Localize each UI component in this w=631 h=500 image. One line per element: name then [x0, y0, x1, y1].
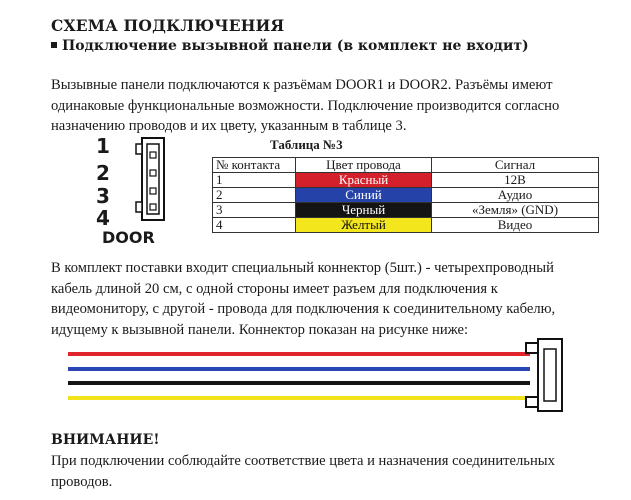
wire-color-cell: Красный: [296, 173, 432, 188]
door-label: DOOR: [102, 228, 155, 247]
table-caption: Таблица №3: [270, 137, 343, 152]
table-row: [213, 218, 599, 233]
warning-paragraph: При подключении соблюдайте соответствие цвета и назначения соединительных проводов.: [51, 453, 555, 490]
signal-cell: «Земля» (GND): [432, 203, 599, 218]
section-heading: СХЕМА ПОДКЛЮЧЕНИЯ: [51, 16, 285, 35]
subsection-heading-text: Подключение вызывной панели (в комплект не входит): [62, 38, 529, 54]
wire-color-cell: Черный: [296, 203, 432, 218]
connector-socket-icon: [134, 136, 174, 226]
subsection-heading: [51, 38, 529, 54]
table-header-row: [213, 158, 599, 173]
column-header-pin: № контакта: [213, 158, 296, 173]
connector-paragraph: В комплект поставки входит специальный коннектор (5шт.) - четырехпроводный кабель длиной 20 см, с одной стороны имеет разъем для подключения к видеомонитору, с другой - провода для подключения к соединительному кабелю, идущему к вызывной панели. Коннектор показан на рисунке ниже:: [51, 260, 556, 338]
table-row: [213, 188, 599, 203]
pin-cell: 4: [213, 218, 296, 233]
column-header-signal: Сигнал: [432, 158, 599, 173]
signal-cell: Видео: [432, 218, 599, 233]
wiring-table: [212, 157, 599, 233]
table-row: [213, 173, 599, 188]
pin-number-1: 1: [96, 134, 110, 158]
door-connector-diagram: [92, 134, 212, 249]
pin-cell: 3: [213, 203, 296, 218]
warning-title: ВНИМАНИЕ!: [51, 432, 160, 448]
pin-number-2: 2: [96, 161, 110, 185]
pin-cell: 2: [213, 188, 296, 203]
table-row: [213, 203, 599, 218]
column-header-color: Цвет провода: [296, 158, 432, 173]
signal-cell: 12В: [432, 173, 599, 188]
signal-cell: Аудио: [432, 188, 599, 203]
pin-cell: 1: [213, 173, 296, 188]
wire-color-cell: Желтый: [296, 218, 432, 233]
wire-color-cell: Синий: [296, 188, 432, 203]
pin-number-4: 4: [96, 206, 110, 230]
connector-cable-illustration: [68, 335, 568, 415]
bullet-icon: [51, 42, 57, 48]
pin-number-3: 3: [96, 184, 110, 208]
intro-paragraph: Вызывные панели подключаются к разъёмам DOOR1 и DOOR2. Разъёмы имеют одинаковые функциональные возможности. Подключение производится согласно назначению проводов и их цвету, указанным в таблице 3.: [51, 77, 560, 134]
connector-plug-icon: [526, 339, 562, 411]
